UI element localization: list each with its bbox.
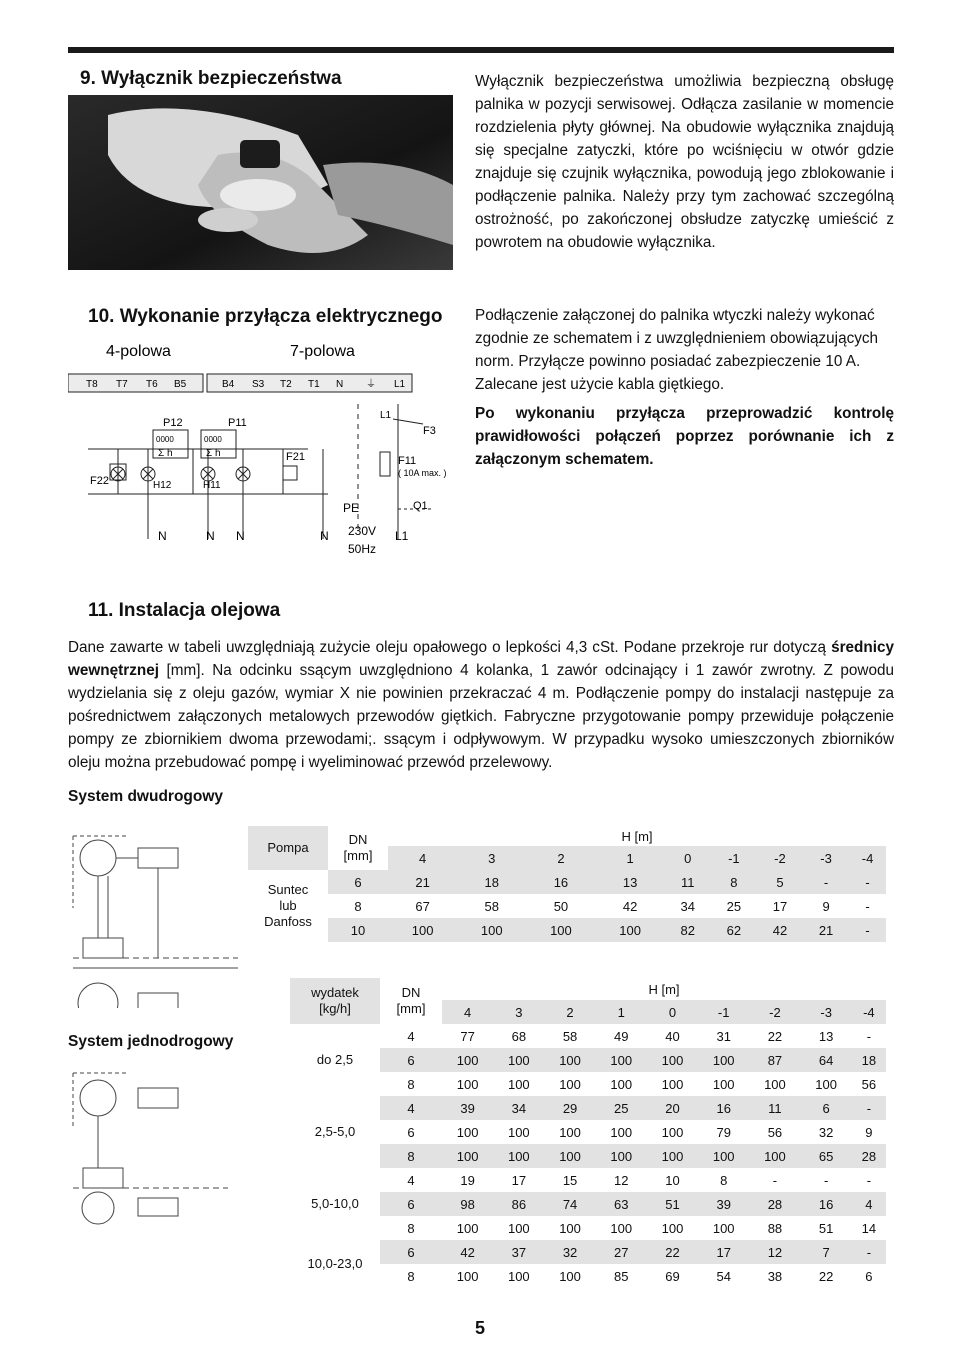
terminal-t7: T7 (116, 379, 128, 390)
value-cell: 21 (803, 918, 849, 942)
col-pompa-header: Pompa (248, 826, 328, 870)
value-cell: 38 (767, 1268, 783, 1284)
col-wydatek-unit: [kg/h] (319, 1001, 351, 1016)
section-11-text-bold: średnicy wewnętrznej (68, 639, 894, 679)
q1-label: Q1 (413, 500, 428, 512)
dn-cell: 6 (380, 1192, 442, 1216)
dn-cell: 10 (328, 918, 388, 942)
h-value-cell: 4 (442, 1000, 493, 1024)
terminal-n: N (336, 379, 344, 390)
flow-cell: 10,0-23,0 (307, 1256, 363, 1271)
value-cell: 77 (460, 1028, 475, 1044)
two-pipe-system-diagram (68, 828, 248, 1008)
value-cell: 100 (442, 1048, 493, 1072)
value-cell: 22 (647, 1240, 698, 1264)
col-dn-header (328, 826, 388, 870)
section-11-text-b: [mm]. Na odcinku ssącym uwzględniono 4 kolanka, 1 zawór odcinający i 1 zawór zwrotny. Z powodu wydzielania się z oleju gazów, wymiar X nie powinien przekraczać 4 m. Podłączenie pompy do instalacji następuje za pośrednictwem załączonych metalowych przewodów giętkich. Fabryczne przygotowanie pompy przewiduje połączenie pompy ze zbiornikiem dwoma przewodami;. ssącym i odpływowym. W przypadku wysoko umieszczonych zbiorników oleju można przebudować pompę i wyeliminować przewód przelewowy. (68, 662, 894, 771)
value-cell: 28 (852, 1144, 886, 1168)
plug-7-pole-label: 7-polowa (290, 343, 355, 360)
safety-switch-photo (68, 95, 453, 270)
value-cell: 42 (442, 1240, 493, 1264)
value-cell: 100 (596, 918, 665, 942)
value-cell: 9 (822, 898, 830, 914)
section-9-title: 9. Wyłącznik bezpieczeństwa (80, 68, 342, 89)
pump-line-2: lub (279, 898, 297, 913)
f3-label: F3 (423, 425, 436, 437)
wiring-schematic (68, 334, 468, 574)
h-value-cell: 3 (457, 846, 526, 870)
bottom-n-4: N (320, 529, 329, 543)
value-cell: 100 (442, 1144, 493, 1168)
value-cell: 100 (610, 1076, 633, 1092)
dn-cell: 8 (380, 1144, 442, 1168)
terminal-b4: B4 (222, 379, 235, 390)
value-cell: 32 (818, 1124, 834, 1140)
value-cell: 100 (661, 1124, 684, 1140)
value-cell: 100 (712, 1220, 735, 1236)
one-pipe-table (290, 978, 886, 1288)
value-cell: 37 (493, 1240, 544, 1264)
table-row (290, 1024, 886, 1048)
value-cell: 87 (749, 1048, 800, 1072)
h-value-cell: -3 (803, 846, 849, 870)
f21-label: F21 (286, 451, 305, 463)
counter-12: 0000 (156, 435, 174, 444)
sum-h-12: Σ h (158, 448, 173, 459)
value-cell: 16 (698, 1096, 749, 1120)
plug-4-pole-label: 4-polowa (106, 343, 171, 360)
value-cell: 20 (647, 1096, 698, 1120)
value-cell: 5 (757, 870, 803, 894)
value-cell: 88 (767, 1220, 783, 1236)
terminal-ground: ⏚ (366, 379, 376, 390)
value-cell: 100 (815, 1076, 837, 1092)
one-pipe-system-diagram (68, 1068, 238, 1228)
flow-cell: do 2,5 (316, 1052, 354, 1067)
terminal-s3: S3 (252, 379, 265, 390)
value-cell: 49 (614, 1028, 629, 1044)
value-cell: 8 (711, 870, 757, 894)
value-cell: 58 (562, 1028, 578, 1044)
value-cell: 16 (801, 1192, 852, 1216)
dn-cell: 6 (328, 870, 388, 894)
value-cell: 17 (772, 898, 788, 914)
value-cell: 100 (457, 918, 526, 942)
section-11-text-a: Dane zawarte w tabeli uwzględniają zużycie oleju opałowego o lepkości 4,3 cSt. Podane przekroje rur dotyczą (68, 639, 832, 656)
value-cell: 100 (698, 1048, 749, 1072)
h-value-cell: 4 (388, 846, 457, 870)
pump-cell (248, 870, 328, 942)
value-cell: 22 (767, 1028, 783, 1044)
table-row (290, 1072, 886, 1096)
h-value-cell: -2 (757, 846, 803, 870)
value-cell: 19 (460, 1172, 475, 1188)
value-cell: 100 (596, 1048, 647, 1072)
value-cell: 63 (596, 1192, 647, 1216)
value-cell: 39 (698, 1192, 749, 1216)
value-cell: - (852, 1240, 886, 1264)
dn-cell: 6 (380, 1048, 442, 1072)
dn-cell: 8 (354, 898, 362, 914)
counter-11: 0000 (204, 435, 222, 444)
value-cell: 100 (526, 918, 595, 942)
value-cell: 100 (764, 1076, 786, 1092)
value-cell: 32 (544, 1240, 595, 1264)
dn-cell: 8 (407, 1076, 415, 1092)
table-row (290, 1144, 886, 1168)
value-cell: 6 (865, 1268, 873, 1284)
dn-cell: 4 (407, 1172, 415, 1188)
h-value-cell: -4 (849, 846, 886, 870)
table-row (290, 1168, 886, 1192)
dn-cell: 4 (407, 1028, 415, 1044)
value-cell: - (866, 1028, 872, 1044)
value-cell: - (823, 1172, 829, 1188)
value-cell: 67 (415, 898, 430, 914)
bottom-n-1: N (158, 529, 167, 543)
value-cell: 34 (680, 898, 695, 914)
col-dn-header (380, 978, 442, 1024)
terminal-t1: T1 (308, 379, 320, 390)
pe-label: PE (343, 501, 360, 515)
value-cell: 100 (507, 1076, 530, 1092)
value-cell: 100 (698, 1144, 749, 1168)
pump-line-1: Suntec (267, 882, 309, 897)
value-cell: 29 (544, 1096, 595, 1120)
dn-cell: 8 (407, 1268, 415, 1284)
value-cell: 50 (553, 898, 569, 914)
value-cell: 39 (442, 1096, 493, 1120)
value-cell: 54 (716, 1268, 731, 1284)
h-value-cell: -1 (698, 1000, 749, 1024)
value-cell: 64 (801, 1048, 852, 1072)
f11-label: F11 (398, 455, 417, 467)
value-cell: 100 (559, 1268, 581, 1284)
value-cell: 100 (559, 1220, 581, 1236)
system-dwudrogowy-title: System dwudrogowy (68, 788, 224, 805)
section-10-title: 10. Wykonanie przyłącza elektrycznego (88, 306, 443, 327)
value-cell: 7 (801, 1240, 852, 1264)
section-10-note: Po wykonaniu przyłącza przeprowadzić kontrolę prawidłowości połączeń poprzez porównanie ich z załączonym schematem. (475, 405, 894, 468)
two-pipe-table (248, 826, 886, 942)
value-cell: 74 (544, 1192, 595, 1216)
value-cell: - (866, 1172, 872, 1188)
value-cell: 100 (507, 1220, 530, 1236)
value-cell: 68 (511, 1028, 527, 1044)
col-dn-unit: [mm] (396, 1001, 426, 1016)
value-cell: 86 (493, 1192, 544, 1216)
h-value-cell: -2 (749, 1000, 800, 1024)
h-value-cell: 0 (647, 1000, 698, 1024)
value-cell: 58 (484, 898, 499, 914)
h-value-cell: -1 (711, 846, 757, 870)
value-cell: 100 (456, 1220, 479, 1236)
flow-cell: 2,5-5,0 (314, 1124, 356, 1139)
p11-label: P11 (228, 417, 247, 429)
value-cell: 100 (456, 1268, 479, 1284)
col-dn-label: DN (348, 832, 368, 847)
col-dn-unit: [mm] (343, 848, 373, 863)
value-cell: 8 (720, 1172, 728, 1188)
f11-note: ( 10A max. ) (398, 468, 447, 478)
value-cell: 16 (526, 870, 595, 894)
section-11-title: 11. Instalacja olejowa (88, 600, 281, 621)
value-cell: 13 (596, 870, 665, 894)
h-value-cell: 2 (544, 1000, 595, 1024)
value-cell: 65 (801, 1144, 852, 1168)
table-row (290, 1216, 886, 1240)
value-cell: 100 (456, 1124, 479, 1140)
table-row (290, 1264, 886, 1288)
value-cell: 4 (852, 1192, 886, 1216)
dn-cell: 6 (407, 1124, 415, 1140)
value-cell: 28 (749, 1192, 800, 1216)
f22-label: F22 (90, 475, 109, 487)
value-cell: 79 (716, 1124, 731, 1140)
value-cell: 100 (661, 1220, 684, 1236)
h-value-cell: -3 (801, 1000, 852, 1024)
table-row (290, 1240, 886, 1264)
pump-line-3: Danfoss (264, 914, 312, 929)
value-cell: 82 (665, 918, 711, 942)
table-row (290, 1192, 886, 1216)
value-cell: 13 (818, 1028, 834, 1044)
value-cell: 15 (562, 1172, 578, 1188)
value-cell: 6 (801, 1096, 852, 1120)
col-h-header: H [m] (648, 981, 680, 997)
dn-cell: 8 (407, 1220, 415, 1236)
value-cell: - (772, 1172, 778, 1188)
value-cell: 22 (818, 1268, 834, 1284)
terminal-t6: T6 (146, 379, 158, 390)
value-cell: 100 (596, 1144, 647, 1168)
section-9-text: Wyłącznik bezpieczeństwa umożliwia bezpieczną obsługę palnika w pozycji serwisowej. Odłącza zasilanie w momencie rozdzielenia płyty głównej. Na obudowie wyłącznika znajdują się specjalne zatyczki, które po wciśnięciu w otwór gdzie znajduje się czujnik wyłącznika, powodują jego zblokowanie i podłączenie palnika. Należy przy tym zachować szczególną ostrożność, po zakończonej obsłudze zatyczkę umieścić z powrotem na obudowie wyłącznika. (475, 73, 894, 251)
value-cell: - (865, 898, 870, 914)
value-cell: 98 (442, 1192, 493, 1216)
value-cell: - (803, 870, 849, 894)
h12-label: H12 (153, 480, 172, 491)
value-cell: - (852, 1096, 886, 1120)
h-value-cell: 1 (596, 1000, 647, 1024)
value-cell: 100 (507, 1124, 530, 1140)
flow-cell: 5,0-10,0 (311, 1196, 359, 1211)
value-cell: 12 (614, 1172, 629, 1188)
value-cell: 25 (596, 1096, 647, 1120)
h-value-cell: 3 (493, 1000, 544, 1024)
bottom-n-2: N (206, 529, 215, 543)
frequency-label: 50Hz (348, 542, 377, 556)
value-cell: 56 (767, 1124, 783, 1140)
value-cell: 11 (749, 1096, 800, 1120)
value-cell: 34 (493, 1096, 544, 1120)
col-wydatek-label: wydatek (311, 985, 359, 1000)
page-number: 5 (474, 1318, 485, 1338)
value-cell: 100 (559, 1124, 581, 1140)
h-value-cell: 2 (526, 846, 595, 870)
col-h-header: H [m] (621, 828, 653, 844)
col-dn-label: DN (401, 985, 421, 1000)
bottom-n-3: N (236, 529, 245, 543)
value-cell: 100 (647, 1048, 698, 1072)
value-cell: 40 (665, 1028, 680, 1044)
dn-cell: 4 (380, 1096, 442, 1120)
value-cell: 17 (698, 1240, 749, 1264)
value-cell: 100 (388, 918, 457, 942)
value-cell: 10 (665, 1172, 680, 1188)
value-cell: 18 (457, 870, 526, 894)
value-cell: 100 (544, 1144, 595, 1168)
h-value-cell: -4 (852, 1000, 886, 1024)
value-cell: 21 (388, 870, 457, 894)
h-value-cell: 0 (665, 846, 711, 870)
table-row (290, 1096, 886, 1120)
value-cell: 14 (861, 1220, 877, 1236)
value-cell: 100 (493, 1048, 544, 1072)
value-cell: - (849, 870, 886, 894)
terminal-t8: T8 (86, 379, 98, 390)
value-cell: 42 (757, 918, 803, 942)
value-cell: 100 (610, 1220, 633, 1236)
h11-label: H11 (203, 480, 221, 491)
value-cell: 100 (507, 1268, 530, 1284)
table-row (290, 1120, 886, 1144)
value-cell: 100 (493, 1144, 544, 1168)
value-cell: 100 (661, 1076, 684, 1092)
value-cell: 85 (614, 1268, 629, 1284)
value-cell: 100 (712, 1076, 735, 1092)
value-cell: - (849, 918, 886, 942)
value-cell: 27 (596, 1240, 647, 1264)
value-cell: 100 (749, 1144, 800, 1168)
value-cell: 18 (852, 1048, 886, 1072)
p12-label: P12 (163, 417, 183, 429)
value-cell: 51 (818, 1220, 834, 1236)
value-cell: 17 (511, 1172, 527, 1188)
value-cell: 9 (865, 1124, 873, 1140)
sum-h-11: Σ h (206, 448, 221, 459)
value-cell: 100 (647, 1144, 698, 1168)
terminal-b5: B5 (174, 379, 187, 390)
value-cell: 100 (610, 1124, 633, 1140)
value-cell: 100 (544, 1048, 595, 1072)
value-cell: 51 (647, 1192, 698, 1216)
section-11-text (68, 636, 894, 774)
value-cell: 69 (665, 1268, 680, 1284)
value-cell: 56 (861, 1076, 877, 1092)
terminal-l1: L1 (394, 379, 406, 390)
value-cell: 42 (622, 898, 638, 914)
voltage-label: 230V (348, 524, 377, 538)
table-row (290, 1048, 886, 1072)
terminal-t2: T2 (280, 379, 292, 390)
value-cell: 25 (726, 898, 742, 914)
l1-top-label: L1 (380, 410, 392, 421)
top-rule (68, 47, 894, 53)
value-cell: 11 (665, 870, 711, 894)
col-wydatek-header (290, 978, 380, 1024)
dn-cell: 6 (380, 1240, 442, 1264)
value-cell: 100 (559, 1076, 581, 1092)
value-cell: 12 (749, 1240, 800, 1264)
section-10-text: Podłączenie załączonej do palnika wtyczki należy wykonać zgodnie ze schematem i z uwzględnieniem obowiązujących norm. Przyłącze powinno posiadać zabezpieczenie 10 A. Zalecane jest użycie kabla giętkiego. (475, 307, 879, 393)
h-value-cell: 1 (596, 846, 665, 870)
system-jednodrogowy-title: System jednodrogowy (68, 1033, 234, 1050)
value-cell: 31 (716, 1028, 731, 1044)
value-cell: 62 (711, 918, 757, 942)
bottom-l1: L1 (395, 529, 409, 543)
value-cell: 100 (456, 1076, 479, 1092)
